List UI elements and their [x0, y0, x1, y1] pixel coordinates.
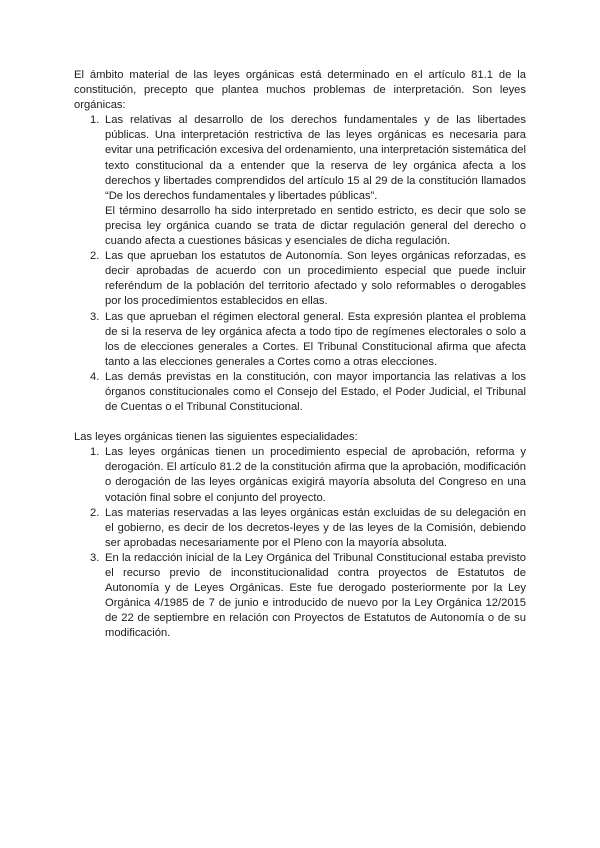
- section2-list: [74, 445, 526, 641]
- list-item: [74, 370, 526, 415]
- list-item-number: 1.: [90, 446, 100, 459]
- list-item-text: En la redacción inicial de la Ley Orgánica del Tribunal Constitucional estaba previsto el recurso previo de inconstitucionalidad contra proyectos de Estatutos de Autonomía y de Leyes Orgánicas. Este fue derogado posteriormente por la Ley Orgánica 4/1985 de 7 de junio e introducido de nuevo por la Ley Orgánica 12/2015 de 22 de septiembre en relación con Proyectos de Estatutos de Autonomía o de su modificación.: [105, 551, 526, 640]
- paragraph-gap: [74, 415, 526, 430]
- list-item: [74, 249, 526, 309]
- section1-list: [74, 113, 526, 415]
- list-item-number: 4.: [90, 370, 100, 383]
- list-item-text: Las relativas al desarrollo de los derechos fundamentales y de las libertades públicas. Una interpretación restrictiva de las leyes orgánicas es necesaria para evitar una petrificación excesiva del ordenamiento, una interpretación sistemática del texto constitucional da a entender que la reserva de ley orgánica afecta a los derechos y libertades comprendidos del artículo 15 al 29 de la constitución llamados “De los derechos fundamentales y libertades públicas”.: [105, 114, 527, 202]
- list-item-text: Las materias reservadas a las leyes orgánicas están excluidas de su delegación en el gobierno, es decir de los decretos-leyes y de las leyes de la Comisión, debiendo ser aprobadas necesariamente por el Pleno con la mayoría absoluta.: [105, 506, 526, 549]
- list-item: [74, 113, 526, 249]
- list-item-text-continued: El término desarrollo ha sido interpretado en sentido estricto, es decir que solo se precisa ley orgánica cuando se trata de dictar regulación general del derecho o cuando afecta a cuestiones básicas y esenciales de dicha regulación.: [105, 204, 526, 248]
- list-item-text: Las leyes orgánicas tienen un procedimiento especial de aprobación, reforma y derogación. El artículo 81.2 de la constitución afirma que la aprobación, modificación o derogación de las leyes orgánicas exigirá mayoría absoluta del Congreso en una votación final sobre el conjunto del proyecto.: [105, 446, 526, 504]
- list-item-text: Las que aprueban el régimen electoral general. Esta expresión plantea el problema de si la reserva de ley orgánica afecta a todo tipo de regímenes electorales o solo a los de elecciones generales a Cortes. El Tribunal Constitucional afirma que afecta tanto a las elecciones generales a Cortes como a otras elecciones.: [105, 310, 526, 368]
- list-item-number: 3.: [90, 310, 100, 323]
- list-item: [74, 506, 526, 551]
- section1-intro: El ámbito material de las leyes orgánicas está determinado en el artículo 81.1 de la constitución, precepto que plantea muchos problemas de interpretación. Son leyes orgánicas:: [74, 69, 526, 112]
- list-item-number: 3.: [90, 551, 100, 564]
- section2-intro: Las leyes orgánicas tienen las siguientes especialidades:: [74, 431, 358, 444]
- list-item-text: Las que aprueban los estatutos de Autonomía. Son leyes orgánicas reforzadas, es decir aprobadas de acuerdo con un procedimiento especial que puede incluir referéndum de la población del territorio afectado y solo reformables o derogables por los procedimientos establecidos en ellas.: [105, 250, 526, 308]
- list-item: [74, 310, 526, 370]
- list-item: [74, 445, 526, 505]
- list-item-number: 2.: [90, 506, 100, 519]
- list-item-number: 2.: [90, 250, 100, 263]
- list-item: [74, 551, 526, 642]
- list-item-number: 1.: [90, 114, 100, 127]
- list-item-text: Las demás previstas en la constitución, con mayor importancia las relativas a los órganos constitucionales como el Consejo del Estado, el Poder Judicial, el Tribunal de Cuentas o el Tribunal Constitucional.: [105, 370, 526, 414]
